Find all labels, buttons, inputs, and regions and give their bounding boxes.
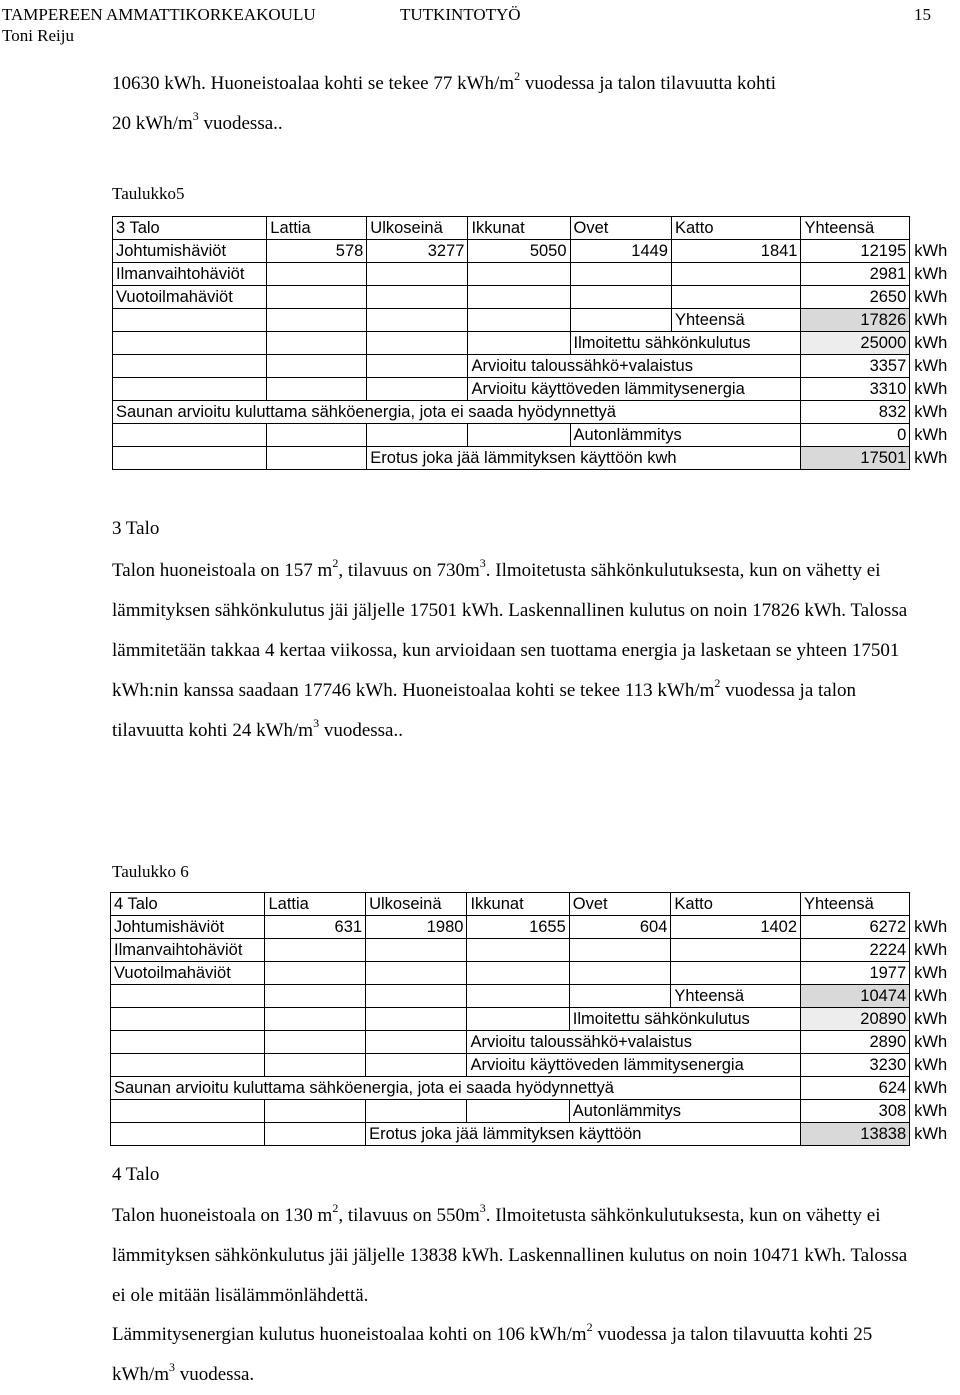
- paragraph-text: , tilavuus on 550m: [338, 1205, 480, 1226]
- row-label: Johtumishäviöt: [113, 240, 267, 263]
- paragraph-text: vuodessa.: [175, 1364, 255, 1385]
- table-6: [110, 892, 960, 1146]
- table-cell: 5050: [468, 240, 570, 263]
- table-row: [111, 985, 960, 1008]
- unit-label: kWh: [914, 1056, 948, 1074]
- unit-label: kWh: [914, 918, 948, 936]
- row-label: Ilmanvaihtohäviöt: [113, 263, 267, 286]
- table-cell: 832: [801, 401, 910, 424]
- intro-paragraph: [112, 64, 912, 144]
- row-label: Johtumishäviöt: [111, 916, 265, 939]
- table-cell: 2224: [801, 939, 910, 962]
- row-label: Arvioitu käyttöveden lämmitysenergia: [468, 378, 801, 401]
- paragraph-text: vuodessa ja talon tilavuutta kohti 24 kWh/m: [112, 680, 856, 741]
- table-header-cell: Ikkunat: [467, 893, 569, 916]
- table-cell: 2650: [801, 286, 910, 309]
- unit-label: kWh: [914, 265, 948, 283]
- unit-label: kWh: [914, 941, 948, 959]
- table-5-caption: Taulukko5: [112, 184, 185, 203]
- table-row: [111, 1054, 960, 1077]
- table-row: [111, 1123, 960, 1146]
- superscript: 2: [332, 1200, 339, 1215]
- row-label: Autonlämmitys: [570, 424, 801, 447]
- table-cell: 20890: [801, 1008, 910, 1031]
- table-header-cell: Ulkoseinä: [366, 893, 467, 916]
- table-cell: 1980: [366, 916, 467, 939]
- table-row: [113, 378, 960, 401]
- table-cell: 1655: [467, 916, 569, 939]
- row-label: Saunan arvioitu kuluttama sähköenergia, jota ei saada hyödynnettyä: [113, 401, 801, 424]
- intro-text-3: 20 kWh/m: [112, 113, 193, 134]
- row-label: Ilmanvaihtohäviöt: [111, 939, 265, 962]
- table-header-cell: Lattia: [265, 893, 366, 916]
- unit-label: kWh: [914, 426, 948, 444]
- table-cell: 0: [801, 424, 910, 447]
- table-header-cell: Katto: [671, 217, 801, 240]
- table-5: [112, 216, 960, 470]
- house-4-energy-paragraph: [112, 1315, 912, 1395]
- table-cell: 10474: [801, 985, 910, 1008]
- table-row: [111, 1008, 960, 1031]
- superscript: 3: [479, 555, 486, 570]
- table-row: [113, 424, 960, 447]
- unit-label: kWh: [914, 1033, 948, 1051]
- row-label: Saunan arvioitu kuluttama sähköenergia, jota ei saada hyödynnettyä: [111, 1077, 801, 1100]
- table-cell: 2890: [801, 1031, 910, 1054]
- table-cell: 1402: [671, 916, 801, 939]
- unit-label: kWh: [914, 1079, 948, 1097]
- superscript: 2: [332, 555, 339, 570]
- paragraph-text: vuodessa..: [319, 720, 403, 741]
- row-label: Erotus joka jää lämmityksen käyttöön kwh: [367, 447, 801, 470]
- table-row: [113, 355, 960, 378]
- unit-label: kWh: [914, 334, 948, 352]
- house-3-heading: 3 Talo: [112, 518, 160, 539]
- superscript: 2: [714, 675, 721, 690]
- table-cell: 3310: [801, 378, 910, 401]
- table-header-cell: Ovet: [569, 893, 671, 916]
- table-row: [113, 286, 960, 309]
- table-cell: 3230: [801, 1054, 910, 1077]
- page-number: 15: [914, 5, 931, 24]
- paragraph-text: , tilavuus on 730m: [338, 560, 480, 581]
- unit-label: kWh: [914, 1102, 948, 1120]
- table-cell: 17501: [801, 447, 910, 470]
- table-row: [111, 1031, 960, 1054]
- row-label: Yhteensä: [671, 985, 801, 1008]
- table-cell: 13838: [801, 1123, 910, 1146]
- row-label: Yhteensä: [671, 309, 801, 332]
- table-header-cell: Lattia: [267, 217, 367, 240]
- row-label: Arvioitu taloussähkö+valaistus: [467, 1031, 801, 1054]
- unit-label: kWh: [914, 987, 948, 1005]
- table-cell: 624: [801, 1077, 910, 1100]
- table-6-caption: Taulukko 6: [112, 862, 189, 881]
- unit-label: kWh: [914, 311, 948, 329]
- house-4-paragraph: [112, 1196, 912, 1316]
- intro-text-2: vuodessa ja talon tilavuutta kohti: [520, 73, 777, 94]
- table-cell: 3277: [367, 240, 468, 263]
- intro-text-1: 10630 kWh. Huoneistoalaa kohti se tekee 77 kWh/m: [112, 73, 515, 94]
- table-row: [113, 401, 960, 424]
- superscript: 3: [169, 1359, 175, 1374]
- document-type: TUTKINTOTYÖ: [400, 5, 521, 24]
- row-label: Arvioitu käyttöveden lämmitysenergia: [467, 1054, 801, 1077]
- table-row: [113, 217, 960, 240]
- table-row: [111, 962, 960, 985]
- table-cell: 578: [267, 240, 367, 263]
- paragraph-text: . Ilmoitetusta sähkönkulutuksesta, kun on vähetty ei lämmityksen sähkönkulutus jäi jäljelle 13838 kWh. Laskennallinen kulutus on noin 10471 kWh. Talossa ei ole mitään lisälämmönlähdettä.: [112, 1205, 908, 1306]
- table-row: [111, 939, 960, 962]
- paragraph-text: vuodessa ja talon tilavuutta kohti 25 kWh/m: [112, 1324, 873, 1385]
- table-row: [111, 916, 960, 939]
- superscript: 3: [313, 715, 320, 730]
- table-header-cell: Yhteensä: [801, 893, 910, 916]
- table-row: [113, 263, 960, 286]
- paragraph-text: Talon huoneistoala on 157 m: [112, 560, 333, 581]
- row-label: Autonlämmitys: [569, 1100, 800, 1123]
- house-3-paragraph: [112, 551, 912, 751]
- superscript: 2: [586, 1319, 593, 1334]
- row-label: Ilmoitettu sähkönkulutus: [569, 1008, 800, 1031]
- intro-text-4: vuodessa..: [198, 113, 283, 134]
- table-row: [111, 1100, 960, 1123]
- row-label: Erotus joka jää lämmityksen käyttöön: [366, 1123, 801, 1146]
- row-label: Vuotoilmahäviöt: [111, 962, 265, 985]
- table-header-cell: Ovet: [570, 217, 671, 240]
- paragraph-text: . Ilmoitetusta sähkönkulutuksesta, kun on vähetty ei lämmityksen sähkönkulutus jäi jäljelle 17501 kWh. Laskennallinen kulutus on noin 17826 kWh. Talossa lämmitetään takkaa 4 kertaa viikossa, kun arvioidaan sen tuottama energia ja lasketaan se yhteen 17501 kWh:nin kanssa saadaan 17746 kWh. Huoneistoalaa kohti se tekee 113 kWh/m: [112, 560, 908, 701]
- paragraph-text: Lämmitysenergian kulutus huoneistoalaa kohti on 106 kWh/m: [112, 1324, 587, 1345]
- table-cell: 1449: [570, 240, 671, 263]
- table-header-cell: 3 Talo: [113, 217, 267, 240]
- superscript: 2: [514, 68, 521, 83]
- table-header-cell: 4 Talo: [111, 893, 265, 916]
- table-row: [111, 1077, 960, 1100]
- author-name: Toni Reiju: [2, 26, 75, 45]
- table-row: [113, 332, 960, 355]
- row-label: Vuotoilmahäviöt: [113, 286, 267, 309]
- table-cell: 631: [265, 916, 366, 939]
- row-label: Arvioitu taloussähkö+valaistus: [468, 355, 801, 378]
- house-4-heading: 4 Talo: [112, 1164, 160, 1185]
- unit-label: kWh: [914, 380, 948, 398]
- table-cell: 17826: [801, 309, 910, 332]
- unit-label: kWh: [914, 1125, 948, 1143]
- table-header-cell: Ulkoseinä: [367, 217, 468, 240]
- superscript: 3: [192, 108, 199, 123]
- table-cell: 3357: [801, 355, 910, 378]
- table-header-cell: Yhteensä: [801, 217, 910, 240]
- unit-label: kWh: [914, 1010, 948, 1028]
- table-header-cell: Ikkunat: [468, 217, 570, 240]
- table-cell: 308: [801, 1100, 910, 1123]
- unit-label: kWh: [914, 357, 948, 375]
- table-cell: 1977: [801, 962, 910, 985]
- table-cell: 604: [569, 916, 671, 939]
- paragraph-text: Talon huoneistoala on 130 m: [112, 1205, 333, 1226]
- unit-label: kWh: [914, 449, 948, 467]
- table-cell: 25000: [801, 332, 910, 355]
- table-cell: 2981: [801, 263, 910, 286]
- unit-label: kWh: [914, 964, 948, 982]
- row-label: Ilmoitettu sähkönkulutus: [570, 332, 801, 355]
- unit-label: kWh: [914, 403, 948, 421]
- table-header-cell: Katto: [671, 893, 801, 916]
- superscript: 3: [479, 1200, 486, 1215]
- table-cell: 1841: [671, 240, 801, 263]
- table-row: [113, 309, 960, 332]
- table-cell: 6272: [801, 916, 910, 939]
- table-row: [111, 893, 960, 916]
- table-row: [113, 240, 960, 263]
- school-name: TAMPEREEN AMMATTIKORKEAKOULU: [2, 5, 316, 24]
- table-cell: 12195: [801, 240, 910, 263]
- unit-label: kWh: [914, 288, 948, 306]
- unit-label: kWh: [914, 242, 948, 260]
- table-row: [113, 447, 960, 470]
